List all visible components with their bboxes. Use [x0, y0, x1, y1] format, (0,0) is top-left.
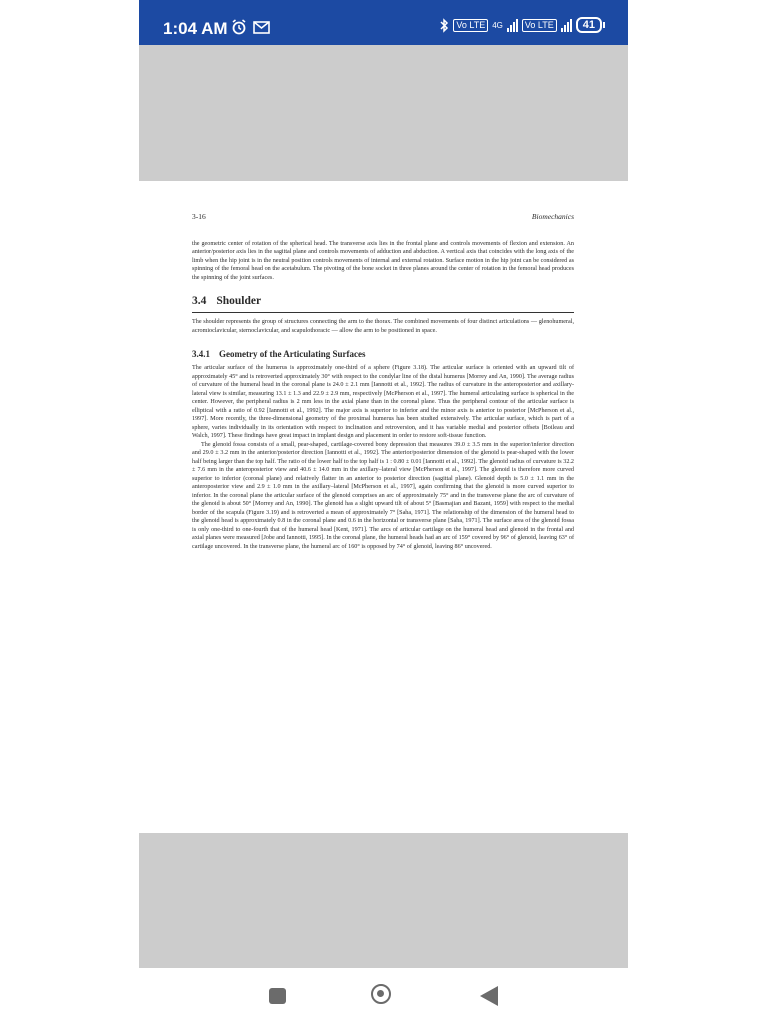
document-page	[192, 213, 574, 551]
phone-screen	[139, 0, 628, 968]
battery-icon: 41	[576, 17, 602, 33]
page-gap-bottom	[139, 833, 628, 968]
page-number: 3-16	[192, 212, 206, 221]
section-title: Shoulder	[216, 295, 262, 307]
intro-paragraph: the geometric center of rotation of the spherical head. The transverse axis lies in the frontal plane and controls movements of flexion and extension. An anterior/posterior axis lies in the sagittal plane and controls movements of adduction and abduction. A vertical axis that coincides with the long axis of the limb when the hip joint is in the neutral position controls movements of internal and external rotation. Surface motion in the hip joint can be considered as spinning of the femoral head on the acetabulum. The pivoting of the bone socket in three planes around the center of rotation in the femoral head produces the spinning of the joint surfaces.	[192, 240, 574, 281]
gmail-icon	[253, 21, 270, 34]
system-icons	[439, 17, 602, 33]
section-heading	[192, 294, 574, 313]
signal-icon	[561, 19, 572, 32]
home-circle-icon[interactable]	[371, 984, 391, 1004]
back-triangle-icon[interactable]	[480, 986, 498, 1006]
bluetooth-icon	[439, 18, 449, 33]
subsection-title: Geometry of the Articulating Surfaces	[219, 349, 366, 359]
section-number: 3.4	[192, 295, 207, 307]
page-gap-top	[139, 45, 628, 181]
alarm-icon	[231, 19, 247, 35]
volte-icon: Vo LTE	[453, 19, 488, 32]
notification-icons	[231, 19, 270, 35]
running-title: Biomechanics	[531, 212, 574, 221]
status-time: 1:04 AM	[163, 19, 228, 38]
running-header	[192, 213, 574, 222]
recents-square-icon[interactable]	[269, 988, 286, 1004]
4g-signal-icon	[507, 19, 518, 32]
subsection-paragraph-2: The glenoid fossa consists of a small, pear-shaped, cartilage-covered bony depression that measures 39.0 ± 3.5 mm in the superior/inferior direction and 29.0 ± 3.2 mm in the anterior/posterior direction [Iannotti et al., 1992]. The anterior/posterior dimension of the glenoid is pear-shaped with the lower half being larger than the top half. The ratio of the lower half to the top half is 1 : 0.80 ± 0.01 [Iannotti et al., 1992]. The glenoid radius of curvature is 32.2 ± 7.6 mm in the anteroposterior view and 40.6 ± 14.0 mm in the axillary–lateral view [McPherson et al., 1997]. The glenoid is therefore more curved superior to inferior (coronal plane) and relatively flatter in an anterior to posterior direction (sagittal plane). Glenoid depth is 5.0 ± 1.1 mm in the anteroposterior view and 2.9 ± 1.0 mm in the axillary–lateral [McPherson et al., 1997], again confirming that the glenoid is more curved superior to inferior. In the coronal plane the articular surface of the glenoid comprises an arc of approximately 75° and in the transverse plane the arc of curvature of the glenoid is about 50° [Morrey and An, 1990]. The glenoid has a slight upward tilt of about 5° [Basmajian and Bazant, 1959] with respect to the medial border of the scapula (Figure 3.19) and is retroverted a mean of approximately 7° [Saha, 1971]. The relationship of the dimension of the humeral head to the glenoid head is approximately 0.8 in the coronal plane and 0.6 in the horizontal or transverse plane [Saha, 1971]. The surface area of the glenoid fossa is only one-third to one-fourth that of the humeral head [Kent, 1971]. The arcs of articular cartilage on the humeral head and glenoid in the frontal and axial planes were measured [Jobe and Iannotti, 1995]. In the coronal plane, the humeral heads had an arc of 159° covered by 96° of glenoid, leaving 63° of cartilage uncovered. In the transverse plane, the humeral arc of 160° is opposed by 74° of glenoid, leaving 86° uncovered.	[192, 441, 574, 550]
section-paragraph: The shoulder represents the group of structures connecting the arm to the thorax. The combined movements of four distinct articulations — glenohumeral, acromioclavicular, sternoclavicular, and scapulothoracic — allow the arm to be positioned in space.	[192, 319, 574, 334]
4g-label: 4G	[492, 20, 503, 30]
subsection-number: 3.4.1	[192, 349, 210, 359]
subsection-paragraph-1: The articular surface of the humerus is approximately one-third of a sphere (Figure 3.18). The articular surface is oriented with an upward tilt of approximately 45° and is retroverted approximately 30° with respect to the condylar line of the distal humerus [Morrey and An, 1990]. The average radius of curvature of the humeral head in the coronal plane is 24.0 ± 2.1 mm [Iannotti et al., 1992]. The radius of curvature in the anteroposterior and axillary-lateral view is similar, measuring 13.1 ± 1.3 and 22.9 ± 2.9 mm, respectively [McPherson et al., 1997]. The humeral articulating surface is spherical in the center. However, the peripheral radius is 2 mm less in the axial plane than in the coronal plane. Thus the peripheral contour of the articular surface is elliptical with a ratio of 0.92 [Iannotti et al., 1992]. The major axis is superior to inferior and the minor axis is anterior to posterior [McPherson et al., 1997]. More recently, the three-dimensional geometry of the proximal humerus has been studied extensively. The articular surface, which is part of a sphere, varies individually in its orientation with respect to inclination and retroversion, and it has variable medial and posterior offsets [Boileau and Walch, 1997]. These findings have great impact in implant design and placement in order to restore soft-tissue function.	[192, 365, 574, 439]
status-bar	[139, 0, 628, 45]
volte-icon-2: Vo LTE	[522, 19, 557, 32]
subsection-heading	[192, 349, 574, 360]
